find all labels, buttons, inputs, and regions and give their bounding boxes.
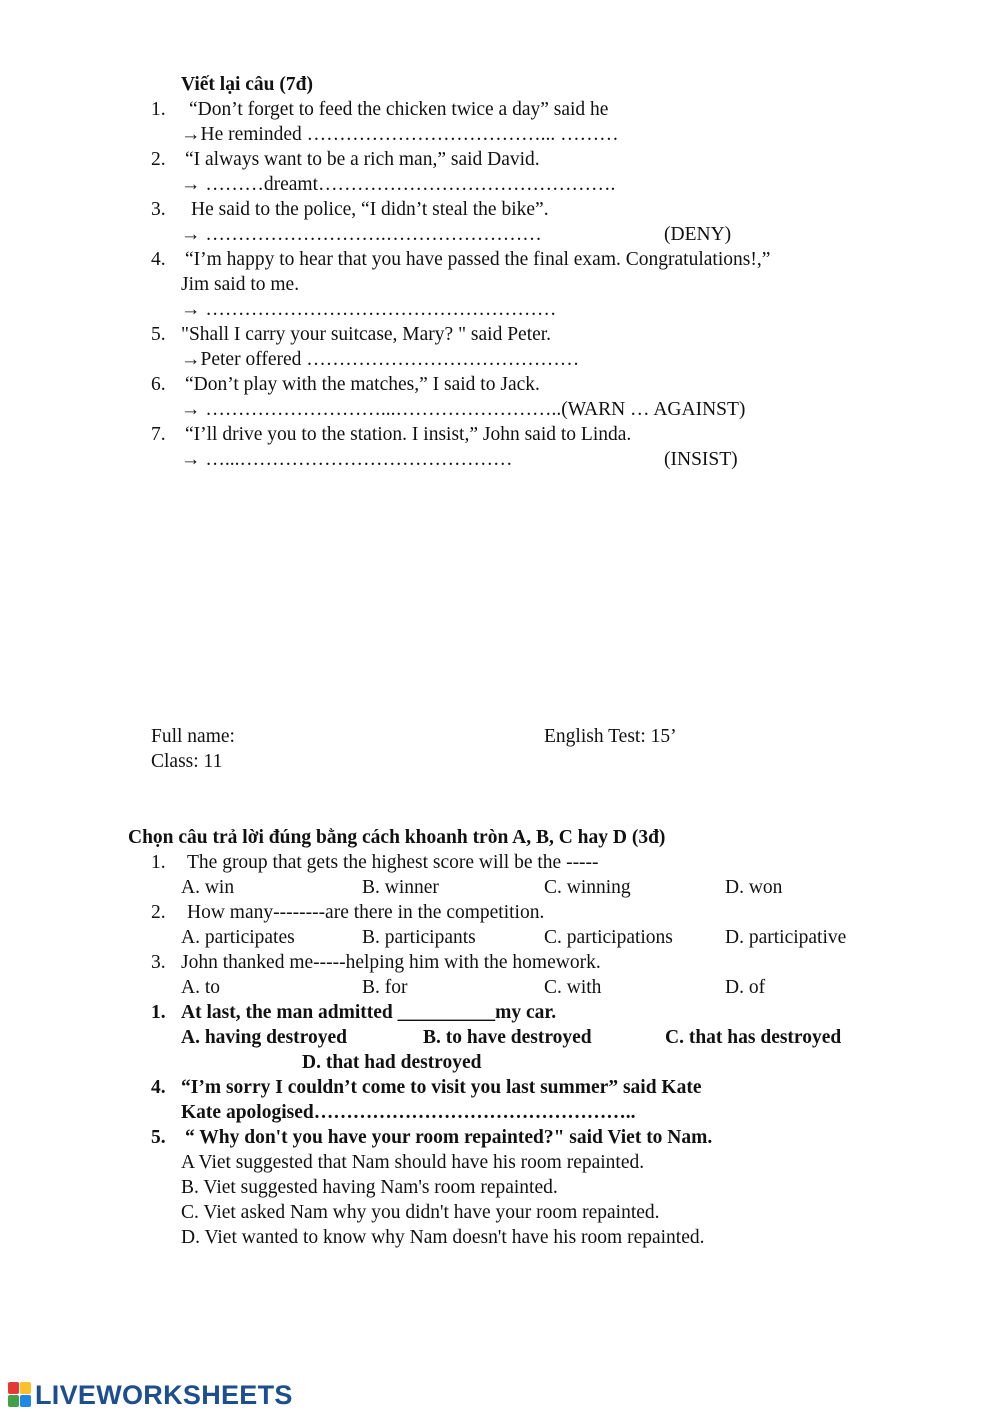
s2-q1-option-d: D. won [725, 877, 783, 898]
s2-q1-option-c: C. winning [544, 877, 631, 898]
s1-item3-text: He said to the police, “I didn’t steal the bike”. [191, 199, 549, 220]
section1-title: Viết lại câu (7đ) [181, 74, 313, 95]
s1-item6-num: 6. [151, 374, 166, 395]
s2-q2-num: 2. [151, 902, 166, 923]
liveworksheets-logo[interactable] [8, 1378, 293, 1412]
s1-item3-answer: → ……………………….…………………… [181, 224, 542, 245]
s1-item6-text: “Don’t play with the matches,” I said to Jack. [185, 374, 540, 395]
s2-q4-option-d: D. that had destroyed [302, 1052, 482, 1073]
s2-q2-option-d: D. participative [725, 927, 847, 948]
s2-q1-option-b: B. winner [362, 877, 439, 898]
s1-item7-text: “I’ll drive you to the station. I insist,” John said to Linda. [185, 424, 632, 445]
liveworksheets-logo-text: LIVEWORKSHEETS [35, 1379, 293, 1410]
s2-q4-num: 1. [151, 1002, 166, 1023]
test-label: English Test: 15’ [544, 726, 677, 747]
s1-item7-answer: → …...…………………………………… [181, 449, 513, 470]
liveworksheets-logo-icon [8, 1382, 32, 1408]
s2-q2-option-c: C. participations [544, 927, 673, 948]
s2-q1-option-a: A. win [181, 877, 235, 898]
class-label: Class: 11 [151, 751, 223, 772]
s2-q6-text: “ Why don't you have your room repainted?" said Viet to Nam. [185, 1127, 713, 1148]
s1-item7-num: 7. [151, 424, 166, 445]
s1-item7-hint: (INSIST) [664, 449, 738, 470]
s2-q3-text: John thanked me-----helping him with the homework. [181, 952, 601, 973]
s2-q4-option-a: A. having destroyed [181, 1027, 347, 1048]
section2-title: Chọn câu trả lời đúng bằng cách khoanh tròn A, B, C hay D (3đ) [128, 827, 666, 848]
s2-q6-option-b: B. Viet suggested having Nam's room repainted. [181, 1177, 558, 1198]
s1-item3-hint: (DENY) [664, 224, 732, 245]
s2-q1-text: The group that gets the highest score will be the ----- [187, 852, 599, 873]
s1-item6-answer: → ………………………...……………………..(WARN … AGAINST) [181, 399, 746, 420]
s2-q4-text: At last, the man admitted __________my car. [181, 1002, 557, 1023]
s2-q6-option-c: C. Viet asked Nam why you didn't have your room repainted. [181, 1202, 660, 1223]
s2-q4-option-b: B. to have destroyed [423, 1027, 592, 1048]
s1-item4-text: “I’m happy to hear that you have passed the final exam. Congratulations!,” [185, 249, 771, 270]
s2-q5-text2: Kate apologised………………………………………….. [181, 1102, 636, 1123]
s1-item1-num: 1. [151, 99, 166, 120]
s1-item2-text: “I always want to be a rich man,” said David. [185, 149, 540, 170]
s2-q3-option-c: C. with [544, 977, 602, 998]
s2-q2-option-a: A. participates [181, 927, 295, 948]
s2-q3-num: 3. [151, 952, 166, 973]
s1-item5-num: 5. [151, 324, 166, 345]
s2-q6-option-a: A Viet suggested that Nam should have his room repainted. [181, 1152, 645, 1173]
s2-q4-option-c: C. that has destroyed [665, 1027, 842, 1048]
s1-item2-answer: → ………dreamt………………………………………. [181, 174, 616, 195]
s2-q6-option-d: D. Viet wanted to know why Nam doesn't have his room repainted. [181, 1227, 705, 1248]
s2-q2-text: How many--------are there in the competition. [187, 902, 545, 923]
s2-q3-option-d: D. of [725, 977, 766, 998]
s1-item5-text: "Shall I carry your suitcase, Mary? " said Peter. [181, 324, 552, 345]
s2-q6-num: 5. [151, 1127, 166, 1148]
s1-item5-answer: →Peter offered …………………………………… [181, 349, 580, 370]
full-name-label: Full name: [151, 726, 235, 747]
s1-item2-num: 2. [151, 149, 166, 170]
s2-q5-num: 4. [151, 1077, 166, 1098]
s2-q2-option-b: B. participants [362, 927, 476, 948]
s1-item4-answer: → ……………………………………………… [181, 299, 557, 320]
s2-q3-option-a: A. to [181, 977, 220, 998]
s1-item3-num: 3. [151, 199, 166, 220]
s1-item4-num: 4. [151, 249, 166, 270]
s2-q1-num: 1. [151, 852, 166, 873]
s1-item4-text2: Jim said to me. [181, 274, 300, 295]
s1-item1-answer: →He reminded ………………………………... ……… [181, 124, 619, 145]
s1-item1-text: “Don’t forget to feed the chicken twice a day” said he [189, 99, 609, 120]
s2-q5-text: “I’m sorry I couldn’t come to visit you last summer” said Kate [181, 1077, 702, 1098]
s2-q3-option-b: B. for [362, 977, 408, 998]
